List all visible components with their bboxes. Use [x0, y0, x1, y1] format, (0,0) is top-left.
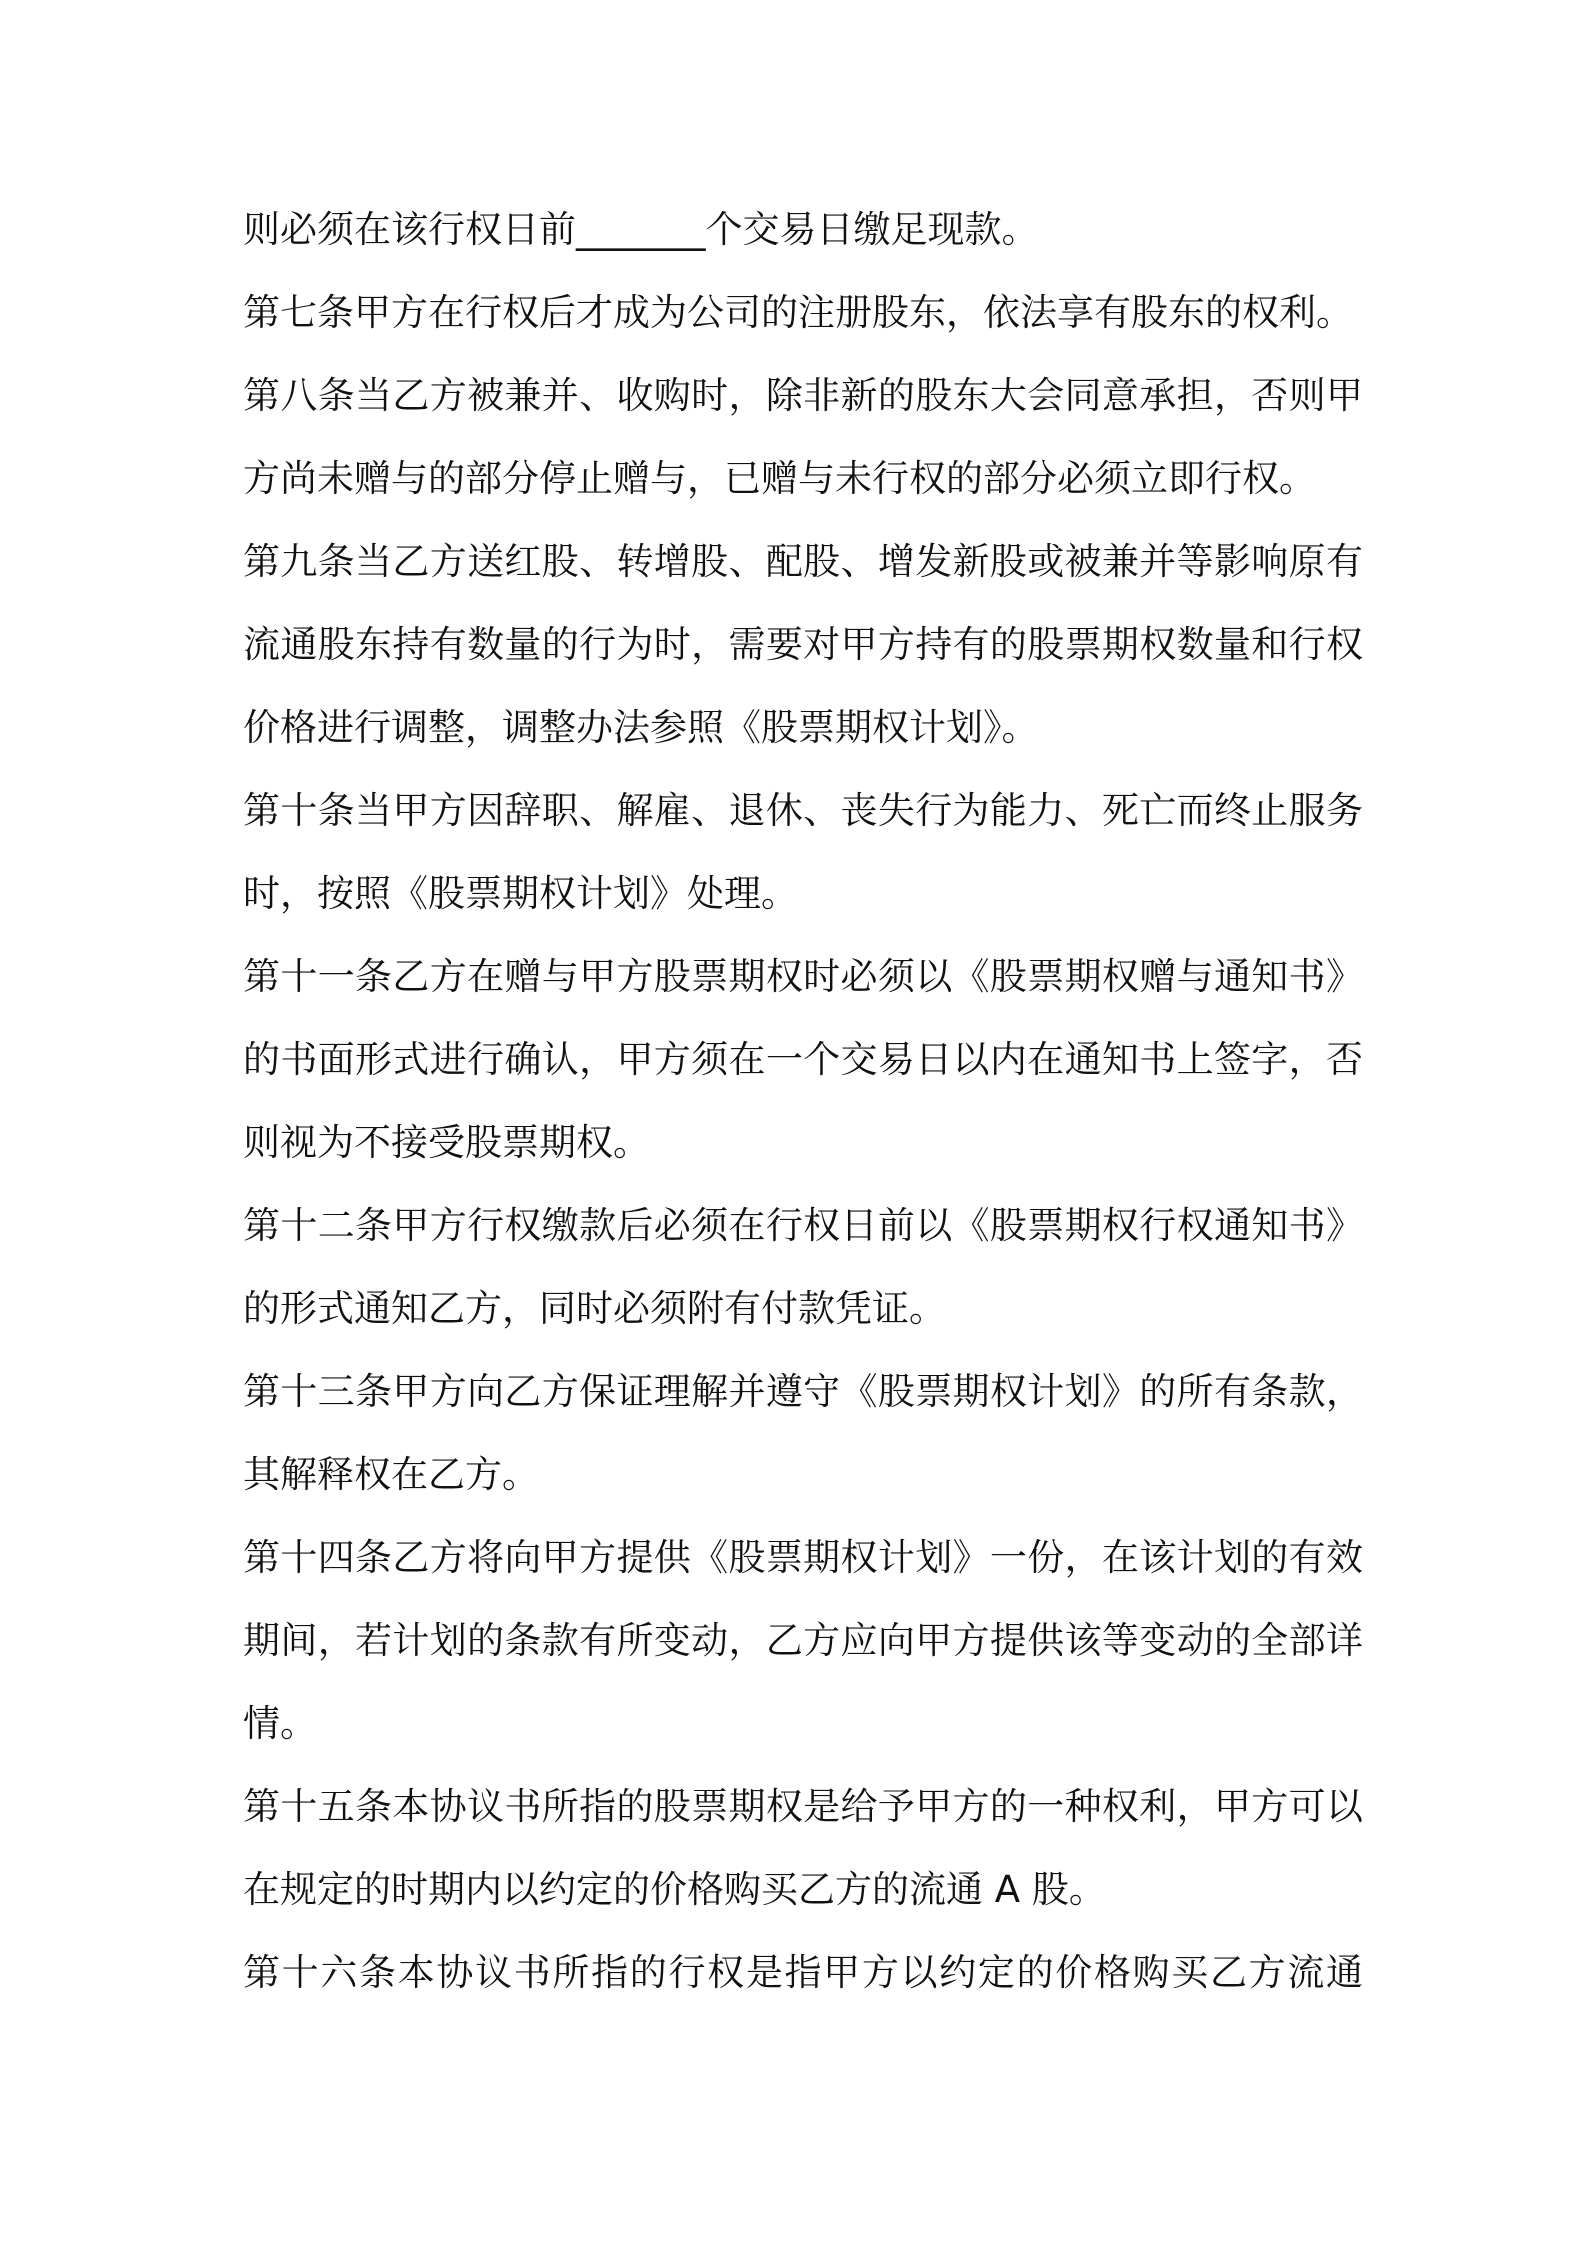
text-line: 的书面形式进行确认，甲方须在一个交易日以内在通知书上签字，否 — [243, 1038, 1363, 1081]
text-line: 第十六条本协议书所指的行权是指甲方以约定的价格购买乙方流通 — [243, 1951, 1363, 1994]
text-line: 第九条当乙方送红股、转增股、配股、增发新股或被兼并等影响原有 — [243, 540, 1363, 583]
text-line: 其解释权在乙方。 — [243, 1453, 539, 1496]
text-line: 第十三条甲方向乙方保证理解并遵守《股票期权计划》的所有条款， — [243, 1370, 1363, 1413]
text-line: 则视为不接受股票期权。 — [243, 1121, 650, 1164]
text-line: 在规定的时期内以约定的价格购买乙方的流通 A 股。 — [243, 1868, 1106, 1911]
text-line: 第十二条甲方行权缴款后必须在行权日前以《股票期权行权通知书》 — [243, 1204, 1363, 1247]
text-line: 第十四条乙方将向甲方提供《股票期权计划》一份，在该计划的有效 — [243, 1536, 1363, 1579]
text-line: 情。 — [243, 1702, 317, 1745]
text-line: 第十条当甲方因辞职、解雇、退休、丧失行为能力、死亡而终止服务 — [243, 789, 1363, 832]
text-line: 流通股东持有数量的行为时，需要对甲方持有的股票期权数量和行权 — [243, 623, 1363, 666]
text-line: 期间，若计划的条款有所变动，乙方应向甲方提供该等变动的全部详 — [243, 1619, 1363, 1662]
text-line: 第十一条乙方在赠与甲方股票期权时必须以《股票期权赠与通知书》 — [243, 955, 1363, 998]
text-line: 第十五条本协议书所指的股票期权是给予甲方的一种权利，甲方可以 — [243, 1785, 1363, 1828]
document-body — [243, 200, 1363, 2026]
text-line: 第八条当乙方被兼并、收购时，除非新的股东大会同意承担，否则甲 — [243, 374, 1363, 417]
text-line: 价格进行调整，调整办法参照《股票期权计划》。 — [243, 706, 1039, 749]
text-line: 的形式通知乙方，同时必须附有付款凭证。 — [243, 1287, 946, 1330]
text-line: 则必须在该行权日前_______个交易日缴足现款。 — [243, 208, 1039, 251]
text-line: 第七条甲方在行权后才成为公司的注册股东，依法享有股东的权利。 — [243, 291, 1353, 334]
text-line: 方尚未赠与的部分停止赠与，已赠与未行权的部分必须立即行权。 — [243, 457, 1316, 500]
text-line: 时，按照《股票期权计划》处理。 — [243, 872, 798, 915]
